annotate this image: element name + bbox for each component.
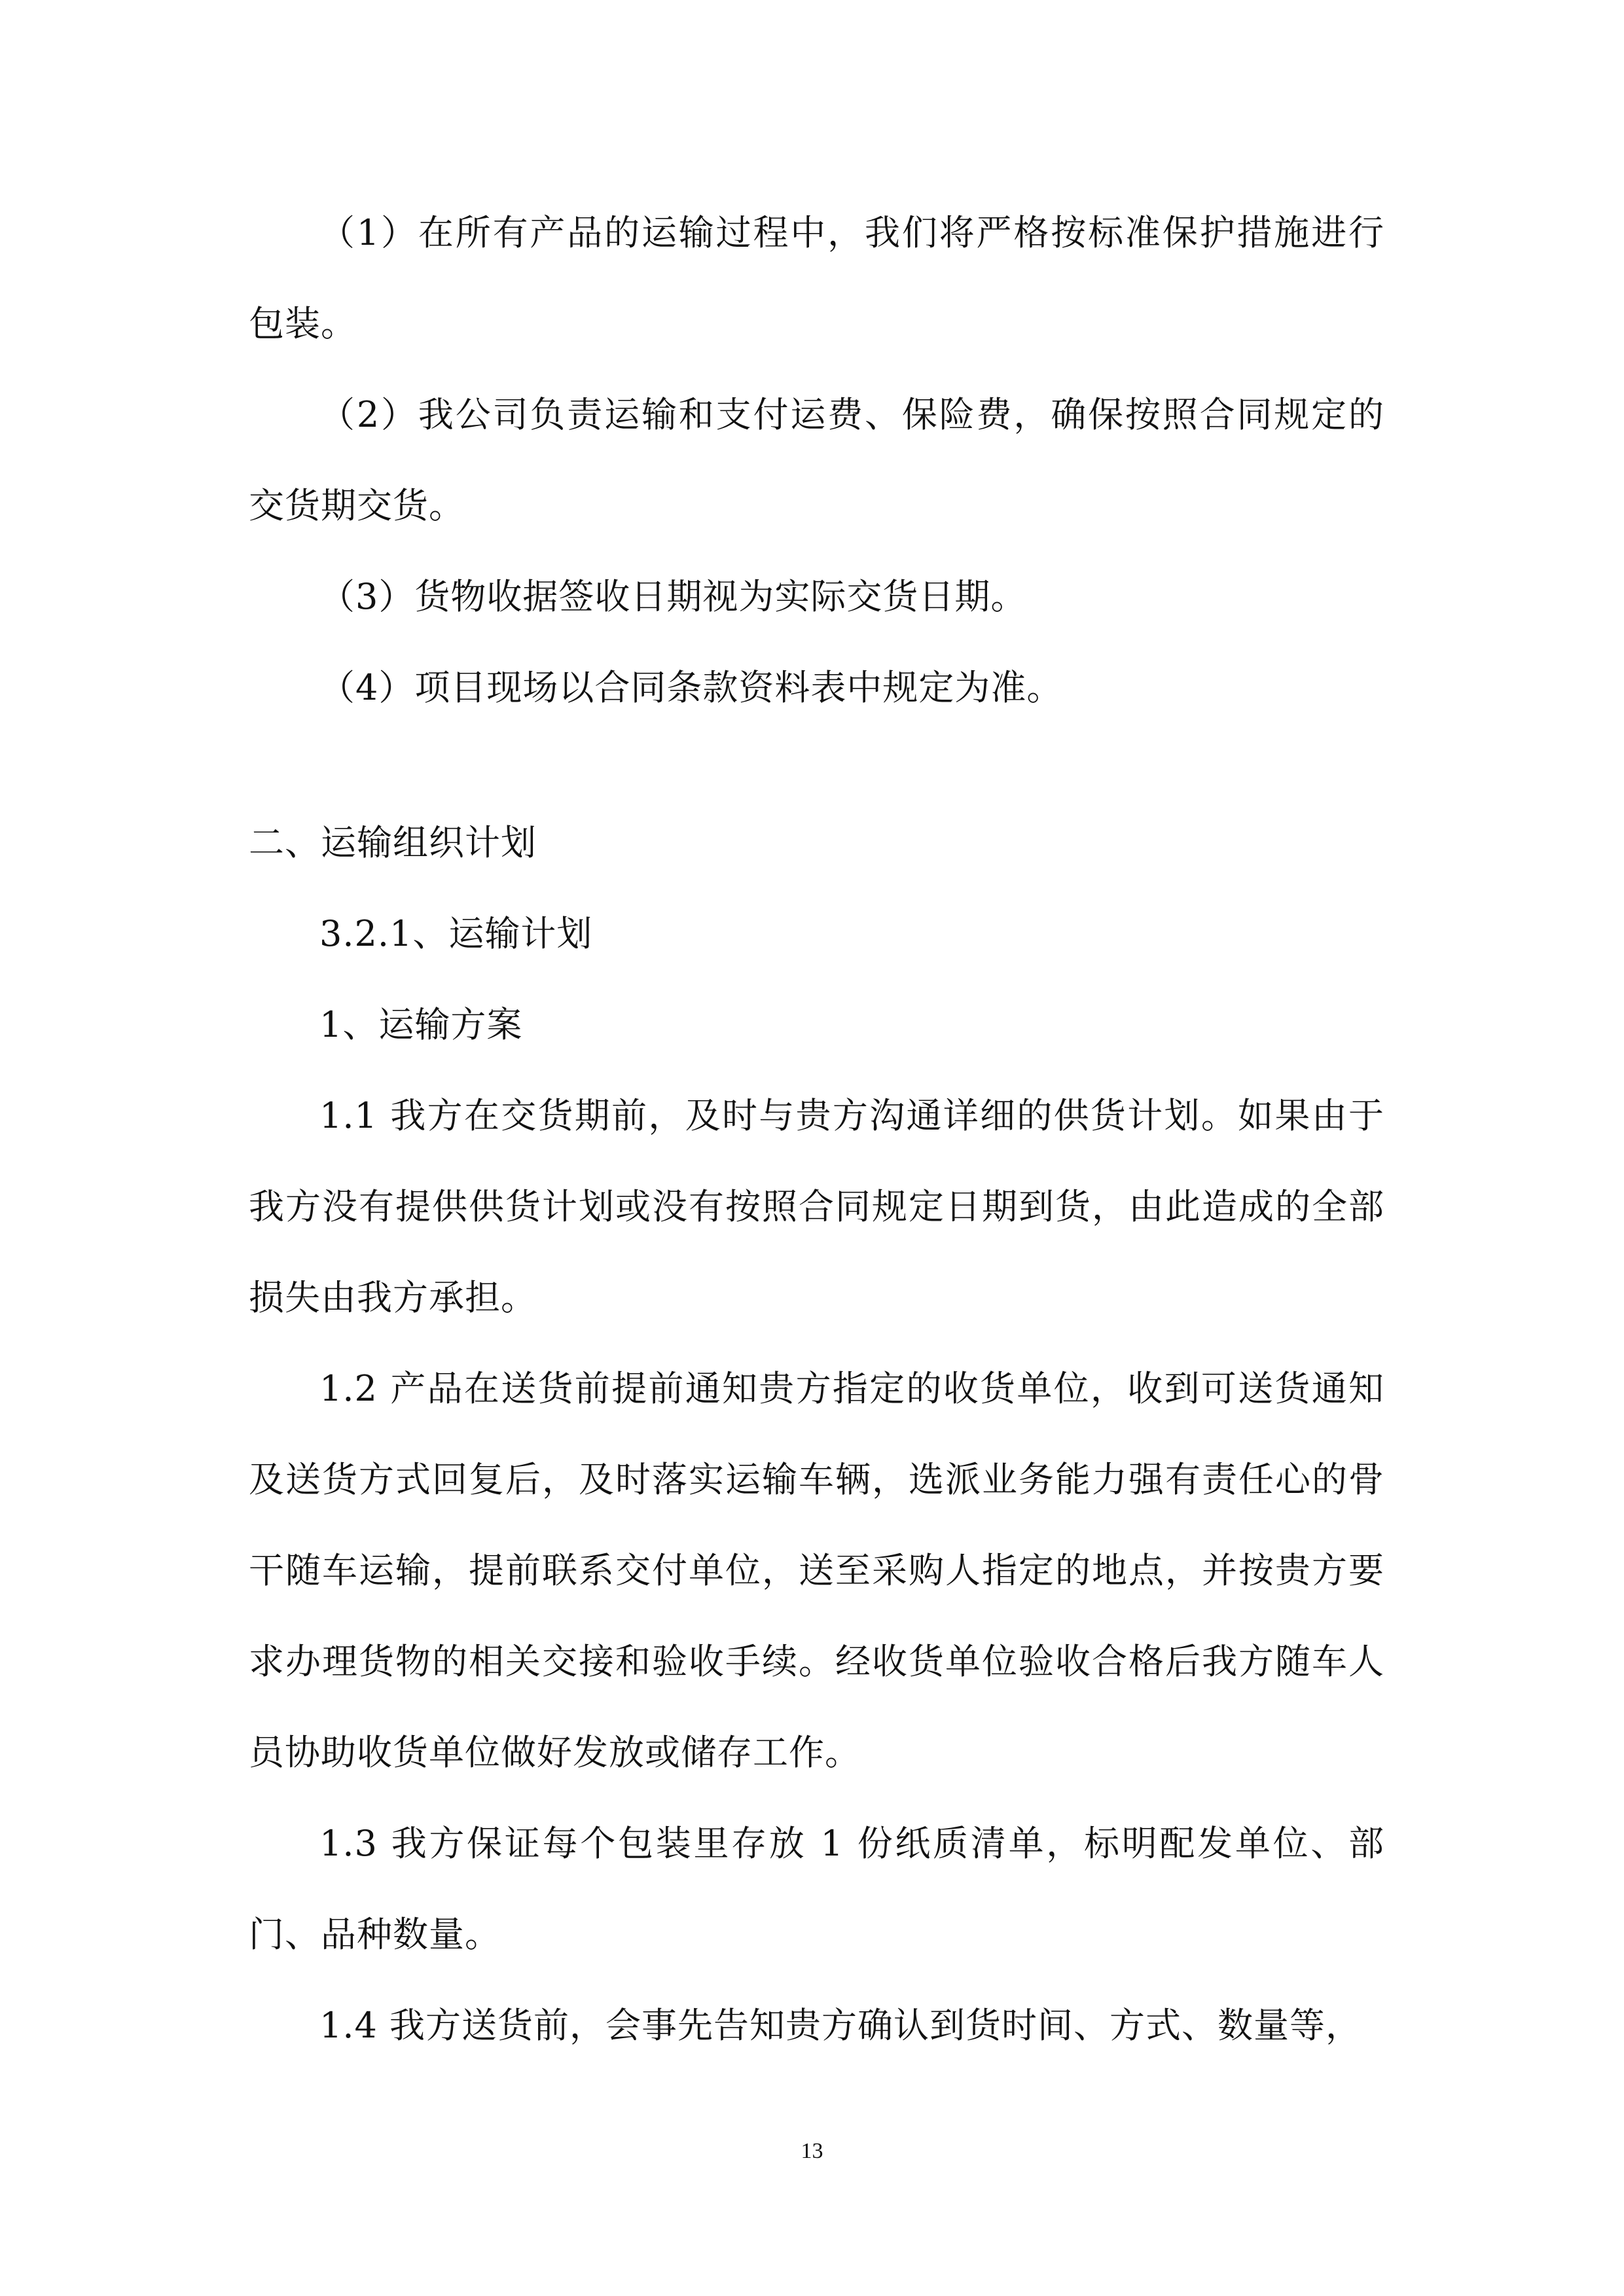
paragraph-1-4: 1.4 我方送货前，会事先告知贵方确认到货时间、方式、数量等， bbox=[319, 2005, 1362, 2046]
paragraph-1-3: 1.3 我方保证每个包装里存放 1 份纸质清单，标明配发单位、部门、品种数量。 bbox=[249, 1823, 1384, 1955]
paragraph-1-1: 1.1 我方在交货期前，及时与贵方沟通详细的供货计划。如果由于我方没有提供供货计划或没有按照合同规定日期到货，由此造成的全部损失由我方承担。 bbox=[249, 1095, 1384, 1318]
paragraph-project-site: （4）项目现场以合同条款资料表中规定为准。 bbox=[319, 667, 1063, 708]
subsection-heading-3-2-1: 3.2.1、运输计划 bbox=[319, 913, 593, 954]
page-number: 13 bbox=[801, 2139, 823, 2163]
item-heading-transport-scheme: 1、运输方案 bbox=[319, 1004, 523, 1045]
section-heading-transport-plan: 二、运输组织计划 bbox=[249, 822, 537, 863]
paragraph-packaging: （1）在所有产品的运输过程中，我们将严格按标准保护措施进行包装。 bbox=[249, 212, 1384, 344]
paragraph-1-2: 1.2 产品在送货前提前通知贵方指定的收货单位，收到可送货通知及送货方式回复后，及时落实运输车辆，选派业务能力强有责任心的骨干随车运输，提前联系交付单位，送至采购人指定的地点，并按贵方要求办理货物的相关交接和验收手续。经收货单位验收合格后我方随车人员协助收货单位做好发放或储存工作。 bbox=[249, 1368, 1384, 1773]
paragraph-receipt-date: （3）货物收据签收日期视为实际交货日期。 bbox=[319, 576, 1027, 617]
paragraph-freight-insurance: （2）我公司负责运输和支付运费、保险费，确保按照合同规定的交货期交货。 bbox=[249, 394, 1384, 526]
